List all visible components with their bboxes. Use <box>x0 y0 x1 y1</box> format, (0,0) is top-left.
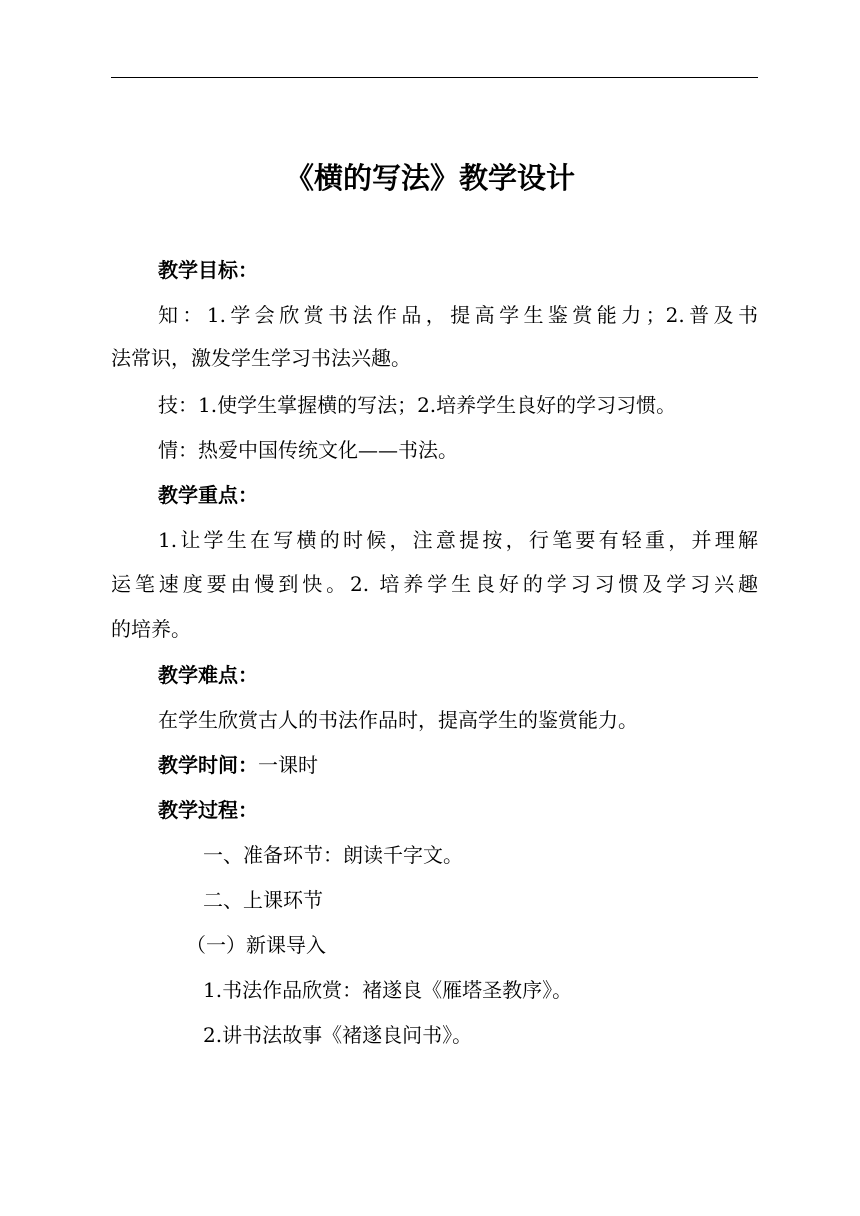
objectives-heading: 教学目标： <box>158 258 258 282</box>
process-substep-1: （一）新课导入 <box>186 933 326 957</box>
process-item-2: 2.讲书法故事《褚遂良问书》。 <box>203 1023 473 1047</box>
objective-knowledge-line-1: 知：1.学会欣赏书法作品，提高学生鉴赏能力；2.普及书 <box>158 303 758 327</box>
difficulty-text: 在学生欣赏古人的书法作品时，提高学生的鉴赏能力。 <box>158 708 638 732</box>
teaching-time <box>158 750 758 780</box>
key-points-heading: 教学重点： <box>158 483 258 507</box>
key-points-line-3: 的培养。 <box>111 617 191 641</box>
objective-knowledge-line-2: 法常识，激发学生学习书法兴趣。 <box>111 346 411 370</box>
process-item-1: 1.书法作品欣赏：褚遂良《雁塔圣教序》。 <box>203 978 573 1002</box>
process-step-1: 一、准备环节：朗读千字文。 <box>203 843 463 867</box>
teaching-time-heading: 教学时间： <box>158 753 258 777</box>
teaching-time-value: 一课时 <box>258 753 318 777</box>
key-points-line-2: 运笔速度要由慢到快。2. 培养学生良好的学习习惯及学习兴趣 <box>111 572 758 596</box>
document-title: 《横的写法》教学设计 <box>284 161 575 195</box>
process-heading: 教学过程： <box>158 798 258 822</box>
header-rule <box>111 77 758 78</box>
objective-skill: 技：1.使学生掌握横的写法；2.培养学生良好的学习习惯。 <box>158 393 677 417</box>
process-step-2: 二、上课环节 <box>203 888 323 912</box>
key-points-line-1: 1.让学生在写横的时候，注意提按，行笔要有轻重，并理解 <box>158 528 758 552</box>
objective-emotion: 情：热爱中国传统文化——书法。 <box>158 438 458 462</box>
difficulty-heading: 教学难点： <box>158 663 258 687</box>
